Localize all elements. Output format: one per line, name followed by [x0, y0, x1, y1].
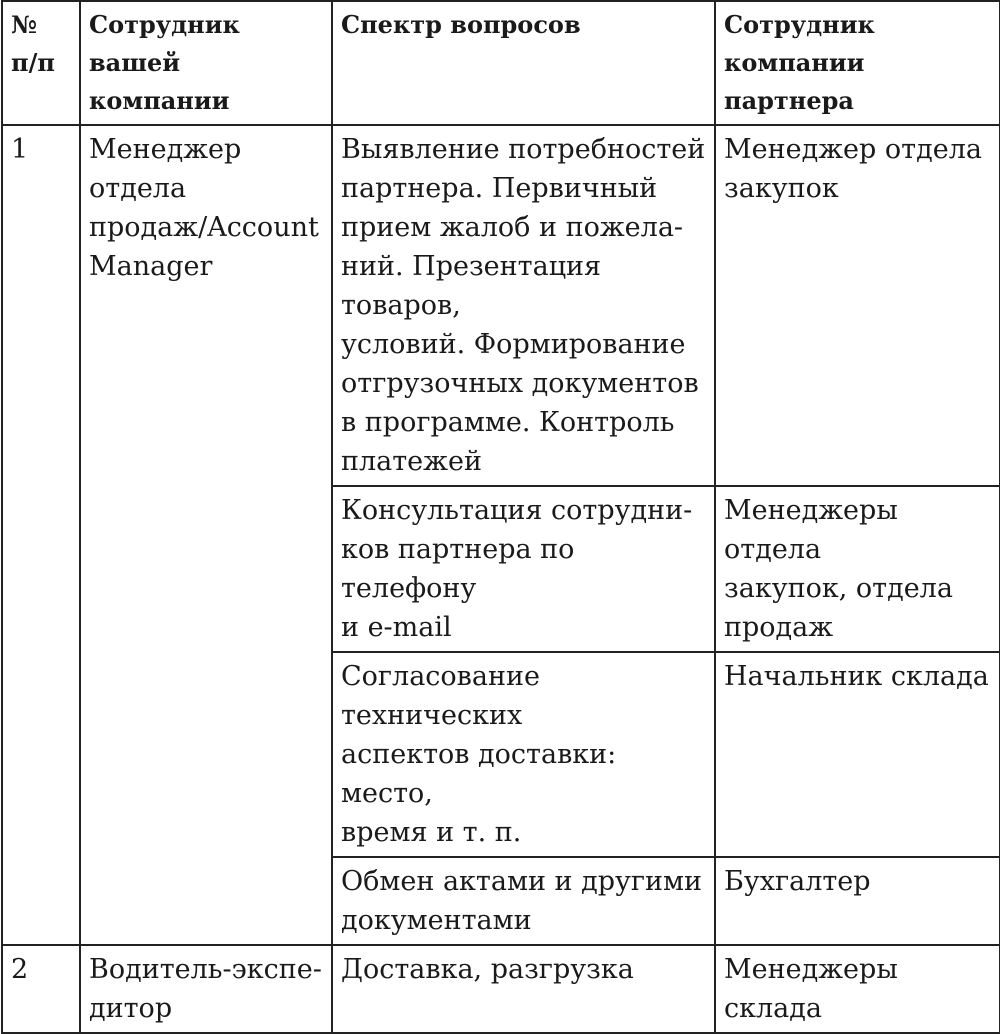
scope-cell: Обмен актами и другими документами — [332, 857, 715, 945]
table-row — [2, 125, 1000, 486]
partner-cell: Менеджеры склада — [715, 945, 1000, 1033]
header-employee: Сотрудник вашей компании — [80, 1, 332, 125]
header-scope: Спектр вопросов — [332, 1, 715, 125]
scope-cell: Выявление потребностей партнера. Первичный прием жалоб и пожела- ний. Презентация товаров, условий. Формирование отгрузочных документов в программе. Контроль платежей — [332, 125, 715, 486]
row-number-cell: 1 — [2, 125, 80, 945]
employee-cell: Водитель-экспе- дитор — [80, 945, 332, 1033]
table-row — [2, 945, 1000, 1033]
partner-cell: Начальник склада — [715, 652, 1000, 857]
scope-cell: Консультация сотрудни- ков партнера по телефону и e-mail — [332, 486, 715, 652]
header-number: № п/п — [2, 1, 80, 125]
partner-cell: Менеджеры отдела закупок, отдела продаж — [715, 486, 1000, 652]
employee-cell: Менеджер отдела продаж/Account Manager — [80, 125, 332, 945]
partner-cell: Менеджер отдела закупок — [715, 125, 1000, 486]
scope-cell: Согласование технических аспектов доставки: место, время и т. п. — [332, 652, 715, 857]
responsibility-table — [1, 0, 1000, 1034]
table-header-row — [2, 1, 1000, 125]
header-partner: Сотрудник компании партнера — [715, 1, 1000, 125]
scope-cell: Доставка, разгрузка — [332, 945, 715, 1033]
partner-cell: Бухгалтер — [715, 857, 1000, 945]
row-number-cell: 2 — [2, 945, 80, 1033]
